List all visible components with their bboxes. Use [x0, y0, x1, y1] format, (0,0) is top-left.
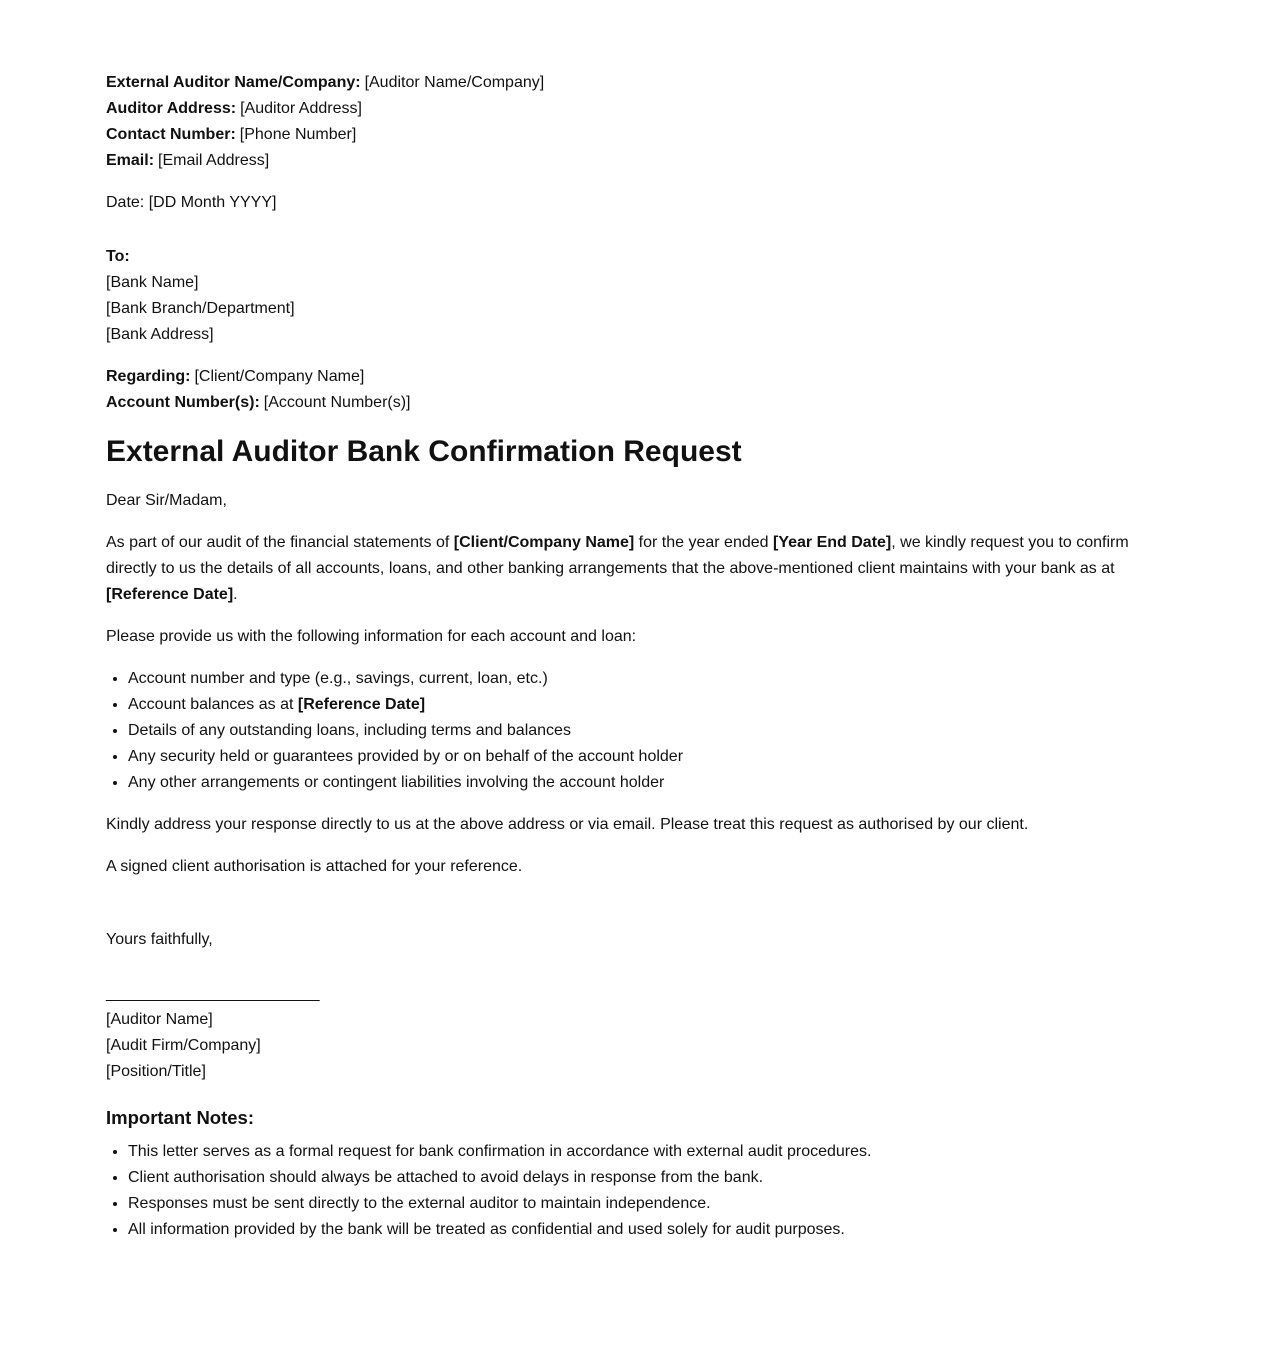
request-item-text: Any security held or guarantees provided by or on behalf of the account holder [128, 748, 684, 765]
to-label: To: [106, 248, 130, 265]
intro-text-2: for the year ended [634, 534, 773, 551]
salutation: Dear Sir/Madam, [106, 492, 227, 509]
closing-paragraph-1: Kindly address your response directly to us at the above address or via email. Please treat this request as authorised by our client. [106, 816, 1029, 833]
list-item [128, 666, 1157, 692]
list-item [128, 744, 1157, 770]
client-company-placeholder: [Client/Company Name] [453, 534, 635, 551]
notes-list [106, 1139, 1157, 1243]
signature-line: ________________________ [106, 985, 320, 1002]
signature-block [106, 981, 1157, 1085]
auditor-address-label: Auditor Address: [106, 100, 237, 117]
note-item [128, 1217, 1157, 1243]
bank-name: [Bank Name] [106, 274, 199, 291]
auditor-info-block [106, 70, 1157, 174]
signature-name: [Auditor Name] [106, 1011, 213, 1028]
bank-address: [Bank Address] [106, 326, 214, 343]
list-item [128, 770, 1157, 796]
regarding-block [106, 364, 1157, 416]
notes-heading: Important Notes: [106, 1107, 254, 1128]
contact-number-value: [Phone Number] [239, 126, 357, 143]
intro-text-4: . [233, 586, 238, 603]
year-end-date-placeholder: [Year End Date] [772, 534, 892, 551]
valediction: Yours faithfully, [106, 931, 213, 948]
intro-paragraph [106, 530, 1157, 608]
signature-firm: [Audit Firm/Company] [106, 1037, 261, 1054]
auditor-company-value: [Auditor Name/Company] [364, 74, 545, 91]
reference-date-placeholder: [Reference Date] [297, 696, 426, 713]
recipient-block [106, 244, 1157, 348]
account-numbers-value: [Account Number(s)] [263, 394, 411, 411]
closing-paragraph-2: A signed client authorisation is attached for your reference. [106, 858, 523, 875]
note-item [128, 1191, 1157, 1217]
date-line: Date: [DD Month YYYY] [106, 194, 277, 211]
intro-text-3: , we kindly request you to confirm directly to us the details of all accounts, loans, and other banking arrangements that the above-mentioned client maintains with your bank as at [106, 534, 1129, 577]
account-numbers-label: Account Number(s): [106, 394, 260, 411]
note-item-text: Responses must be sent directly to the external auditor to maintain independence. [128, 1195, 711, 1212]
request-item-text: Account number and type (e.g., savings, current, loan, etc.) [128, 670, 548, 687]
contact-number-label: Contact Number: [106, 126, 236, 143]
email-value: [Email Address] [158, 152, 270, 169]
reference-date-placeholder: [Reference Date] [106, 586, 234, 603]
request-item-text: Details of any outstanding loans, including terms and balances [128, 722, 571, 739]
intro-text-1: As part of our audit of the financial statements of [106, 534, 454, 551]
note-item [128, 1165, 1157, 1191]
note-item [128, 1139, 1157, 1165]
regarding-value: [Client/Company Name] [194, 368, 365, 385]
request-item-text: Account balances as at [128, 696, 298, 713]
page-title: External Auditor Bank Confirmation Request [106, 435, 742, 468]
list-item [128, 718, 1157, 744]
signature-position: [Position/Title] [106, 1063, 206, 1080]
auditor-address-value: [Auditor Address] [240, 100, 362, 117]
email-label: Email: [106, 152, 155, 169]
auditor-company-label: External Auditor Name/Company: [106, 74, 361, 91]
list-intro: Please provide us with the following information for each account and loan: [106, 628, 637, 645]
bank-branch: [Bank Branch/Department] [106, 300, 295, 317]
note-item-text: This letter serves as a formal request for bank confirmation in accordance with external audit procedures. [128, 1143, 872, 1160]
note-item-text: Client authorisation should always be attached to avoid delays in response from the bank. [128, 1169, 764, 1186]
request-item-text: Any other arrangements or contingent liabilities involving the account holder [128, 774, 665, 791]
list-item [128, 692, 1157, 718]
request-list [106, 666, 1157, 796]
regarding-label: Regarding: [106, 368, 191, 385]
note-item-text: All information provided by the bank will be treated as confidential and used solely for audit purposes. [128, 1221, 845, 1238]
